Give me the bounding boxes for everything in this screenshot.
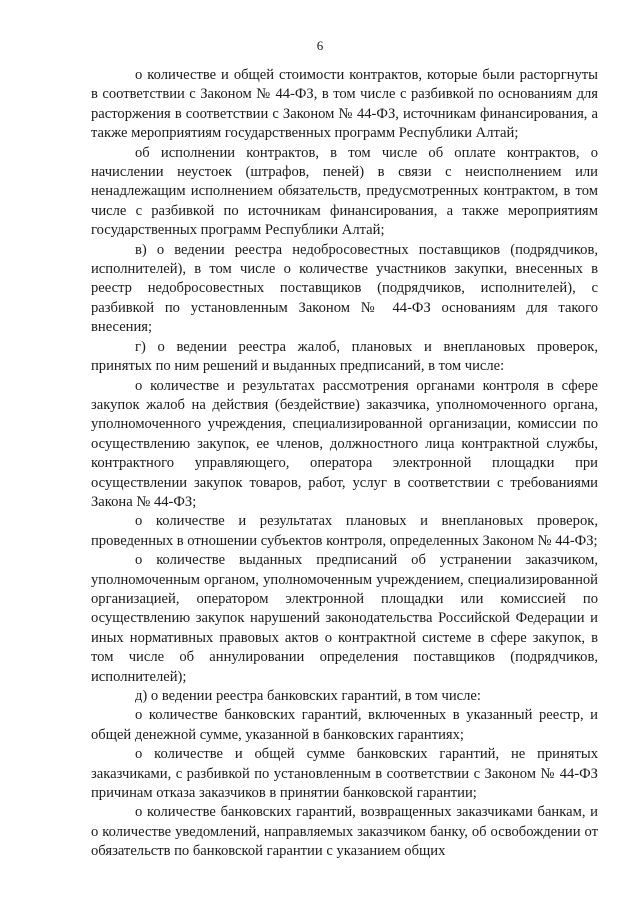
paragraph: об исполнении контрактов, в том числе об оплате контрактов, о начислении неустоек (штрафов, пеней) в связи с неисполнением или ненадлежащим исполнением обязательств, предусмотренных контрактом, в том числе с разбивкой по источникам финансирования, а также мероприятиям государственных программ Республики Алтай;: [91, 144, 598, 239]
paragraph: г) о ведении реестра жалоб, плановых и внеплановых проверок, принятых по ним решений и выданных предписаний, в том числе:: [91, 338, 598, 375]
paragraph: в) о ведении реестра недобросовестных поставщиков (подрядчиков, исполнителей), в том числе о количестве участников закупки, внесенных в реестр недобросовестных поставщиков (подрядчиков, исполнителей), с разбивкой по установленным Законом № 44-ФЗ основаниям для такого внесения;: [91, 241, 598, 336]
paragraph: о количестве выданных предписаний об устранении заказчиком, уполномоченным органом, уполномоченным учреждением, специализированной организацией, оператором электронной площадки или комиссией по осуществлению закупок нарушений законодательства Российской Федерации и иных нормативных правовых актов о контрактной системе в сфере закупок, в том числе об аннулировании определения поставщиков (подрядчиков, исполнителей);: [91, 552, 598, 685]
paragraph: о количестве банковских гарантий, возвращенных заказчиками банкам, и о количестве уведомлений, направляемых заказчиком банку, об освобождении от обязательств по банковской гарантии с указанием общих: [91, 804, 598, 860]
paragraph: о количестве и результатах рассмотрения органами контроля в сфере закупок жалоб на действия (бездействие) заказчика, уполномоченного органа, уполномоченного учреждения, специализированной организации, комиссии по осуществлению закупок, ее членов, должностного лица контрактной службы, контрактного управляющего, оператора электронной площадки при осуществлении закупок товаров, работ, услуг в соответствии с требованиями Закона № 44-ФЗ;: [91, 377, 598, 510]
paragraph: д) о ведении реестра банковских гарантий, в том числе:: [135, 688, 481, 704]
page-number: 6: [316, 38, 324, 53]
document-body: [91, 66, 598, 862]
paragraph: о количестве и результатах плановых и внеплановых проверок, проведенных в отношении субъектов контроля, определенных Законом № 44-ФЗ;: [91, 513, 598, 549]
paragraph: о количестве и общей стоимости контрактов, которые были расторгнуты в соответствии с Законом № 44-ФЗ, в том числе с разбивкой по основаниям для расторжения в соответствии с Законом № 44-ФЗ, источникам финансирования, а также мероприятиям государственных программ Республики Алтай;: [91, 67, 598, 142]
paragraph: о количестве и общей сумме банковских гарантий, не принятых заказчиками, с разбивкой по установленным в соответствии с Законом № 44-ФЗ причинам отказа заказчиков в принятии банковской гарантии;: [91, 746, 598, 802]
paragraph: о количестве банковских гарантий, включенных в указанный реестр, и общей денежной сумме, указанной в банковских гарантиях;: [91, 707, 598, 743]
